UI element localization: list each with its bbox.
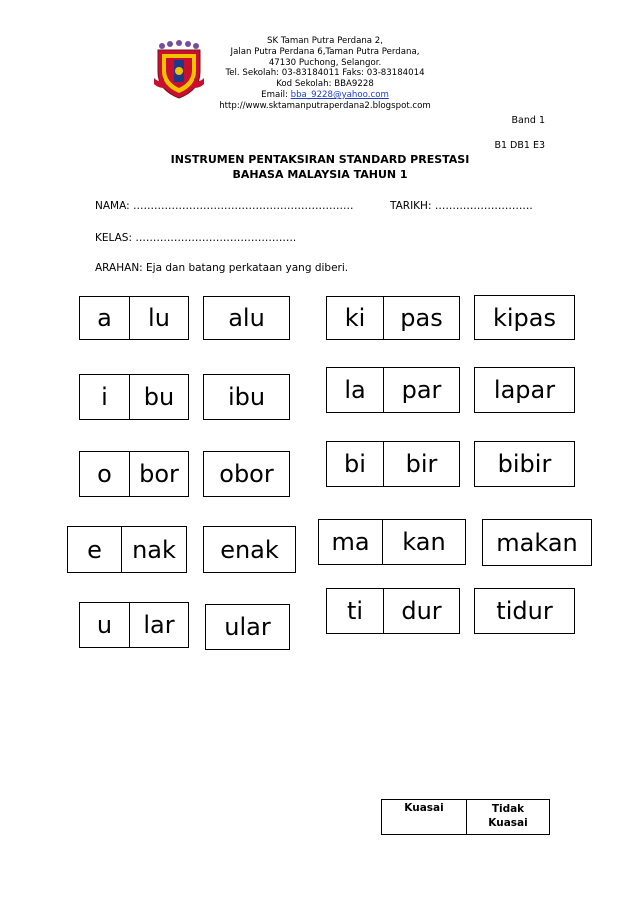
tidak-kuasai-cell[interactable]	[467, 800, 550, 835]
word-box[interactable]: tidur	[474, 588, 575, 634]
word-box[interactable]: alu	[203, 296, 290, 340]
word-box[interactable]: ular	[205, 604, 290, 650]
school-phone: Tel. Sekolah: 03-83184011 Faks: 03-83184014	[225, 68, 425, 79]
syllable-box	[326, 367, 460, 413]
word-box[interactable]: obor	[203, 451, 290, 497]
tidak-kuasai-label: Kuasai	[488, 817, 528, 829]
school-header	[190, 36, 460, 112]
syllable-1: ki	[327, 297, 384, 339]
syllable-2: lar	[143, 611, 175, 639]
instruction-text: ARAHAN: Eja dan batang perkataan yang diberi.	[95, 262, 349, 274]
school-address-1: Jalan Putra Perdana 6,Taman Putra Perdana,	[230, 46, 420, 57]
syllable-box	[79, 602, 189, 648]
tarikh-field[interactable]: TARIKH: ……………………….	[390, 200, 533, 212]
syllable-1: ma	[319, 520, 383, 564]
kuasai-label: Kuasai	[404, 802, 444, 814]
school-name: SK Taman Putra Perdana 2,	[266, 36, 384, 46]
band-label: Band 1	[511, 115, 545, 126]
word-box[interactable]: makan	[482, 519, 592, 566]
word-box[interactable]: bibir	[474, 441, 575, 487]
syllable-1: e	[68, 527, 122, 572]
syllable-box	[326, 441, 460, 487]
email-label: Email:	[261, 89, 288, 100]
syllable-2: bir	[405, 450, 438, 478]
word-box[interactable]: ibu	[203, 374, 290, 420]
band-code: B1 DB1 E3	[494, 140, 545, 151]
syllable-box	[326, 588, 460, 634]
title-line-1: INSTRUMEN PENTAKSIRAN STANDARD PRESTASI	[170, 153, 470, 166]
syllable-1: i	[80, 375, 130, 419]
school-address-2: 47130 Puchong, Selangor.	[268, 57, 382, 68]
email-link[interactable]: bba_9228@yahoo.com	[290, 89, 389, 100]
kuasai-cell[interactable]	[382, 800, 467, 835]
tidak-label: Tidak	[491, 803, 525, 815]
syllable-1: o	[80, 452, 130, 496]
page-title	[150, 152, 490, 182]
syllable-box	[326, 296, 460, 340]
word-box[interactable]: enak	[203, 526, 296, 573]
syllable-box	[67, 526, 187, 573]
syllable-2: kan	[402, 528, 446, 556]
syllable-2: dur	[401, 597, 442, 625]
school-email	[190, 90, 460, 101]
syllable-1: ti	[327, 589, 384, 633]
syllable-box	[79, 296, 189, 340]
syllable-1: bi	[327, 442, 384, 486]
syllable-1: la	[327, 368, 384, 412]
syllable-box	[79, 451, 189, 497]
syllable-2: lu	[148, 304, 170, 332]
syllable-2: nak	[132, 535, 176, 564]
syllable-2: bor	[139, 460, 179, 488]
syllable-1: u	[80, 603, 130, 647]
syllable-box	[79, 374, 189, 420]
syllable-box	[318, 519, 466, 565]
nama-field[interactable]: NAMA: ………………………………………………………	[95, 200, 354, 212]
syllable-1: a	[80, 297, 130, 339]
word-box[interactable]: kipas	[474, 295, 575, 340]
syllable-2: bu	[143, 383, 175, 411]
assessment-table	[381, 799, 550, 835]
syllable-2: pas	[400, 304, 443, 332]
school-code: Kod Sekolah: BBA9228	[276, 79, 374, 90]
school-website[interactable]: http://www.sktamanputraperdana2.blogspot.com	[219, 100, 431, 111]
kelas-field[interactable]: KELAS: ……………………………………….	[95, 232, 297, 244]
word-box[interactable]: lapar	[474, 367, 575, 413]
title-line-2: BAHASA MALAYSIA TAHUN 1	[232, 168, 408, 181]
syllable-2: par	[401, 376, 442, 404]
